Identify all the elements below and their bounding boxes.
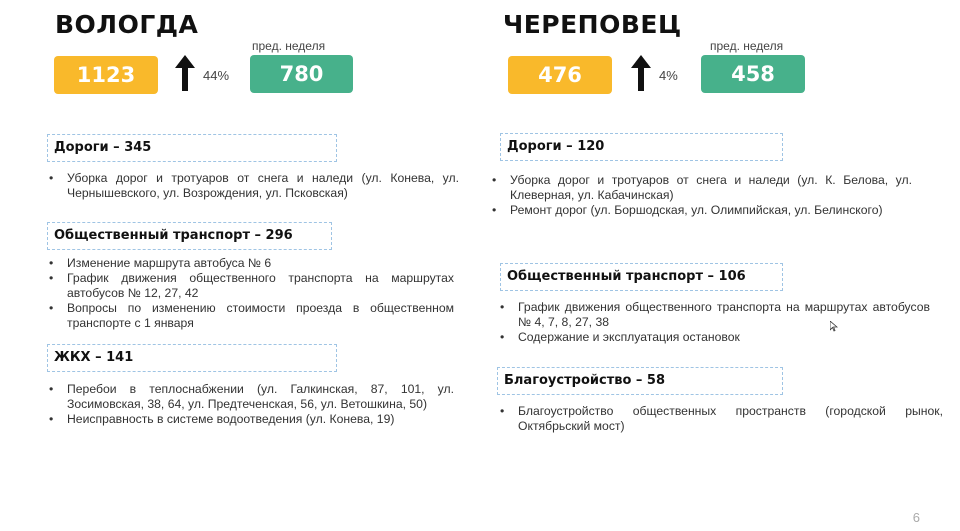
- current-count-badge: 1123: [54, 56, 158, 94]
- list-item: • Изменение маршрута автобуса № 6: [47, 256, 454, 271]
- list-item: • Неисправность в системе водоотведения (ул. Конева, 19): [47, 412, 454, 427]
- category-public-transport: Общественный транспорт – 106: [500, 263, 783, 291]
- prev-week-label: пред. неделя: [252, 39, 326, 53]
- roads-list: [490, 173, 912, 218]
- city-title: ЧЕРЕПОВЕЦ: [503, 10, 682, 39]
- transport-list: [498, 300, 930, 345]
- arrow-up-icon: [174, 54, 196, 92]
- percent-change: 4%: [659, 68, 678, 83]
- list-item: • График движения общественного транспорта на маршрутах автобусов № 4, 7, 8, 27, 38: [498, 300, 930, 330]
- prev-week-label: пред. неделя: [710, 39, 784, 53]
- arrow-up-icon: [630, 54, 652, 92]
- improvement-list: [498, 404, 943, 434]
- list-item: • Содержание и эксплуатация остановок: [498, 330, 930, 345]
- mouse-cursor-icon: [830, 321, 838, 332]
- category-roads: Дороги – 345: [47, 134, 337, 162]
- category-public-transport: Общественный транспорт – 296: [47, 222, 332, 250]
- list-item: • Уборка дорог и тротуаров от снега и наледи (ул. К. Белова, ул. Клеверная, ул. Кабачинская): [490, 173, 912, 203]
- list-item: • График движения общественного транспорта на маршрутах автобусов № 12, 27, 42: [47, 271, 454, 301]
- page-number: 6: [912, 510, 920, 525]
- list-item: • Уборка дорог и тротуаров от снега и наледи (ул. Конева, ул. Чернышевского, ул. Возрождения, ул. Псковская): [47, 171, 459, 201]
- category-improvement: Благоустройство – 58: [497, 367, 783, 395]
- list-item: • Вопросы по изменению стоимости проезда в общественном транспорте с 1 января: [47, 301, 454, 331]
- percent-change: 44%: [203, 68, 230, 83]
- list-item: • Благоустройство общественных пространств (городской рынок, Октябрьский мост): [498, 404, 943, 434]
- roads-list: [47, 171, 459, 201]
- previous-count-badge: 458: [701, 55, 805, 93]
- city-title: ВОЛОГДА: [55, 10, 199, 39]
- current-count-badge: 476: [508, 56, 612, 94]
- category-roads: Дороги – 120: [500, 133, 783, 161]
- previous-count-badge: 780: [250, 55, 353, 93]
- category-housing: ЖКХ – 141: [47, 344, 337, 372]
- list-item: • Ремонт дорог (ул. Боршодская, ул. Олимпийская, ул. Белинского): [490, 203, 912, 218]
- list-item: • Перебои в теплоснабжении (ул. Галкинская, 87, 101, ул. Зосимовская, 38, 64, ул. Предтеченская, 56, ул. Ветошкина, 50): [47, 382, 454, 412]
- transport-list: [47, 256, 454, 331]
- housing-list: [47, 382, 454, 427]
